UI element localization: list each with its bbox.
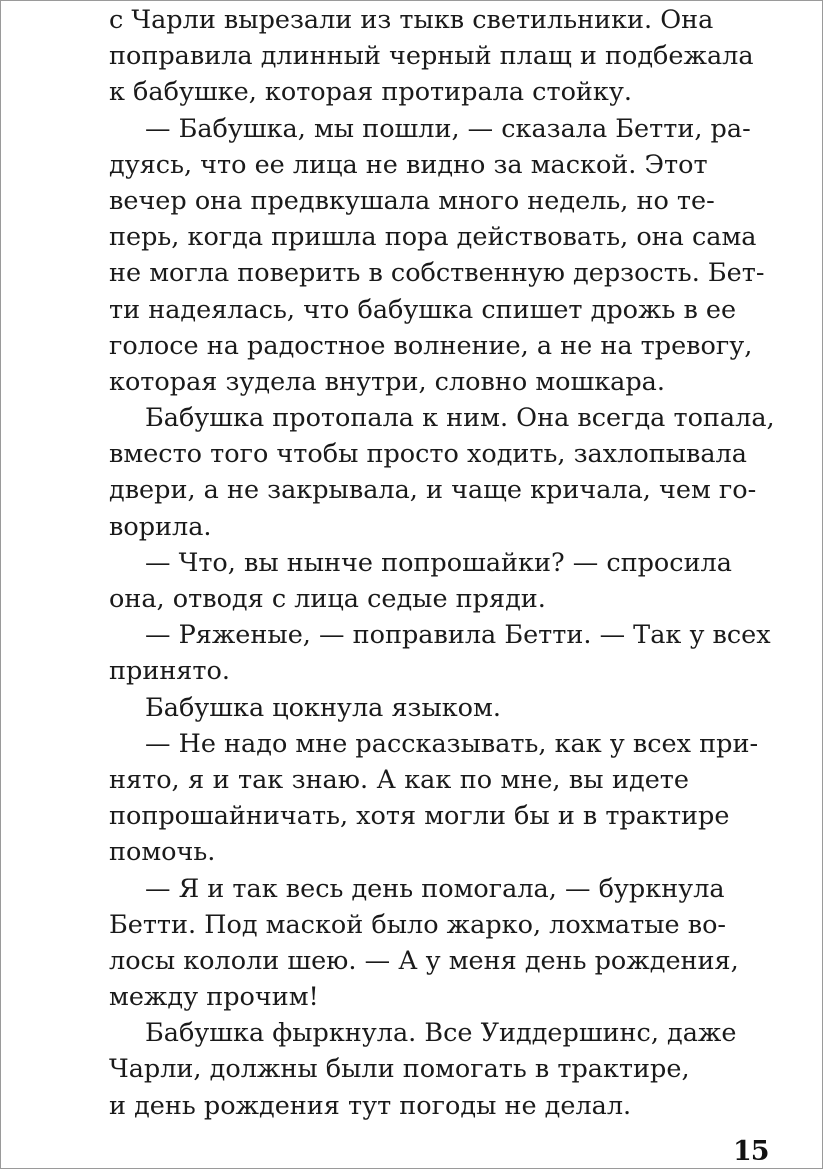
text-line: дуясь, что ее лица не видно за маской. Этот (109, 149, 708, 180)
text-line: принято. (109, 656, 230, 687)
text-line: Бетти. Под маской было жарко, лохматые во- (109, 909, 727, 940)
text-line: вечер она предвкушала много недель, но те- (109, 185, 715, 216)
text-line: голосе на радостное волнение, а не на тревогу, (109, 330, 753, 361)
text-line: нято, я и так знаю. А как по мне, вы идете (109, 764, 689, 795)
text-line: лосы кололи шею. — А у меня день рождения, (109, 945, 739, 976)
text-line: с Чарли вырезали из тыкв светильники. Она (109, 5, 714, 35)
text-line: ворила. (109, 511, 212, 542)
text-line: двери, а не закрывала, и чаще кричала, чем го- (109, 475, 757, 506)
text-line: помочь. (109, 837, 216, 868)
text-line: к бабушке, которая протирала стойку. (109, 77, 632, 108)
text-line: поправила длинный черный плащ и подбежала (109, 41, 754, 72)
body-text (109, 2, 775, 1124)
text-line: — Бабушка, мы пошли, — сказала Бетти, ра- (145, 113, 751, 144)
text-line: — Не надо мне рассказывать, как у всех при- (145, 728, 759, 759)
text-line: Чарли, должны были помогать в трактире, (109, 1054, 690, 1085)
text-line: вместо того чтобы просто ходить, захлопывала (109, 439, 747, 470)
text-line: перь, когда пришла пора действовать, она сама (109, 222, 757, 253)
text-line: Бабушка цокнула языком. (145, 692, 501, 723)
text-line: — Что, вы нынче попрошайки? — спросила (145, 547, 732, 578)
text-line: ти надеялась, что бабушка спишет дрожь в ее (109, 294, 737, 325)
text-line: Бабушка протопала к ним. Она всегда топала, (145, 403, 775, 434)
text-line: которая зудела внутри, словно мошкара. (109, 366, 665, 397)
text-line: между прочим! (109, 982, 319, 1013)
text-line: — Я и так весь день помогала, — буркнула (145, 873, 725, 904)
text-line: не могла поверить в собственную дерзость. Бет- (109, 258, 765, 289)
text-line: она, отводя с лица седые пряди. (109, 584, 546, 614)
page-number: 15 (733, 1136, 769, 1167)
text-line: — Ряженые, — поправила Бетти. — Так у всех (145, 620, 771, 651)
text-line: попрошайничать, хотя могли бы и в трактире (109, 801, 730, 832)
text-line: Бабушка фыркнула. Все Уиддершинс, даже (145, 1018, 737, 1049)
text-line: и день рождения тут погоды не делал. (109, 1090, 632, 1121)
